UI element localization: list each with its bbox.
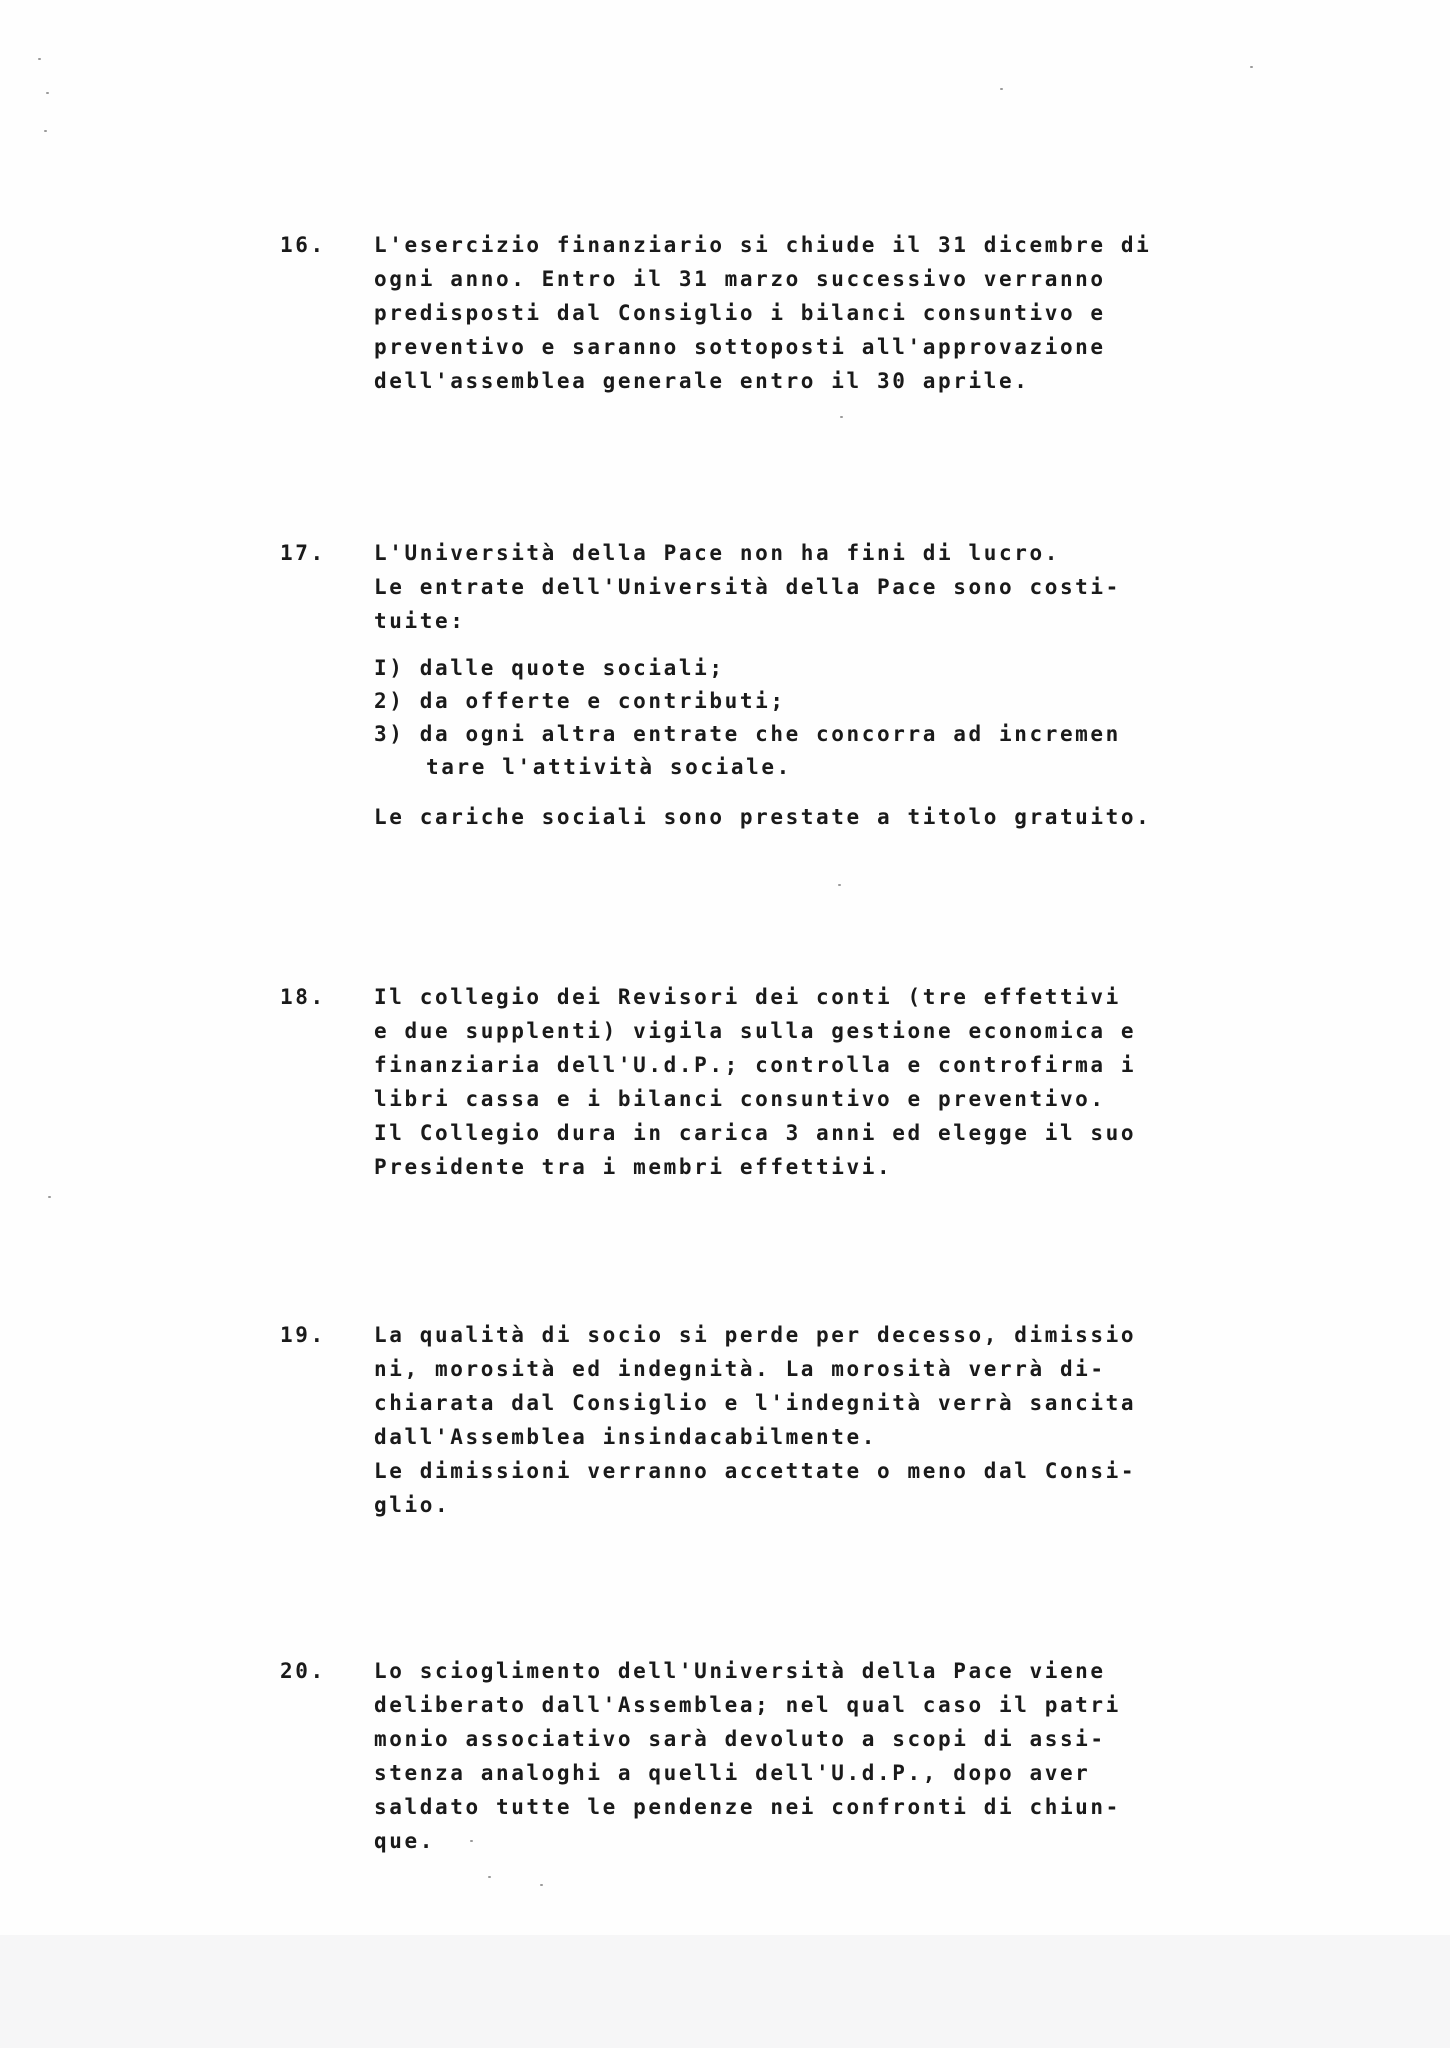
article-text	[374, 1318, 1274, 1522]
scan-speck	[1000, 88, 1003, 90]
scan-speck	[38, 58, 41, 60]
text-line: Le dimissioni verranno accettate o meno dal Consi-	[374, 1459, 1137, 1483]
article-text	[374, 980, 1274, 1184]
text-line: Presidente tra i membri effettivi.	[374, 1155, 893, 1179]
revenue-list	[374, 652, 1274, 784]
scan-speck	[1250, 66, 1253, 68]
article-number: 17.	[280, 541, 326, 565]
text-line: ogni anno. Entro il 31 marzo successivo verranno	[374, 267, 1106, 291]
text-line: Le cariche sociali sono prestate a titolo gratuito.	[374, 805, 1152, 829]
article-number: 16.	[280, 233, 326, 257]
text-line: deliberato dall'Assemblea; nel qual caso il patri	[374, 1693, 1121, 1717]
article-number: 18.	[280, 985, 326, 1009]
text-line: dell'assemblea generale entro il 30 aprile.	[374, 369, 1030, 393]
text-line: L'esercizio finanziario si chiude il 31 dicembre di	[374, 233, 1152, 257]
scan-speck	[46, 92, 49, 94]
text-line: chiarata dal Consiglio e l'indegnità verrà sancita	[374, 1391, 1137, 1415]
scan-speck	[44, 130, 47, 132]
text-line: tuite:	[374, 609, 466, 633]
list-item: 2) da offerte e contributi;	[374, 689, 786, 713]
scan-speck	[488, 1876, 491, 1878]
text-line: monio associativo sarà devoluto a scopi di assi-	[374, 1727, 1106, 1751]
article-text	[374, 1654, 1274, 1858]
list-item-continuation: tare l'attività sociale.	[426, 755, 792, 779]
text-line: saldato tutte le pendenze nei confronti di chiun-	[374, 1795, 1121, 1819]
text-line: ni, morosità ed indegnità. La morosità verrà di-	[374, 1357, 1106, 1381]
article-number: 19.	[280, 1323, 326, 1347]
text-line: glio.	[374, 1493, 451, 1517]
text-line: La qualità di socio si perde per decesso, dimissio	[374, 1323, 1137, 1347]
list-item: I) dalle quote sociali;	[374, 656, 725, 680]
text-line: preventivo e saranno sottoposti all'approvazione	[374, 335, 1106, 359]
scan-speck	[48, 1196, 51, 1198]
article-number: 20.	[280, 1659, 326, 1683]
text-line: Lo scioglimento dell'Università della Pace viene	[374, 1659, 1106, 1683]
text-line: que.	[374, 1829, 435, 1853]
text-line: L'Università della Pace non ha fini di lucro.	[374, 541, 1060, 565]
text-line: e due supplenti) vigila sulla gestione economica e	[374, 1019, 1137, 1043]
scan-speck	[838, 884, 841, 886]
text-line: libri cassa e i bilanci consuntivo e preventivo.	[374, 1087, 1106, 1111]
list-item: 3) da ogni altra entrate che concorra ad incremen	[374, 722, 1121, 746]
article-text	[374, 228, 1274, 398]
text-line: predisposti dal Consiglio i bilanci consuntivo e	[374, 301, 1106, 325]
scan-bottom-edge	[0, 1935, 1450, 2048]
scan-speck	[540, 1884, 543, 1886]
text-line: finanziaria dell'U.d.P.; controlla e controfirma i	[374, 1053, 1137, 1077]
text-line: Le entrate dell'Università della Pace sono costi-	[374, 575, 1121, 599]
text-line: dall'Assemblea insindacabilmente.	[374, 1425, 878, 1449]
article-text	[374, 536, 1274, 834]
text-line: Il Collegio dura in carica 3 anni ed elegge il suo	[374, 1121, 1137, 1145]
scan-speck	[840, 416, 843, 418]
text-line: stenza analoghi a quelli dell'U.d.P., dopo aver	[374, 1761, 1091, 1785]
text-line: Il collegio dei Revisori dei conti (tre effettivi	[374, 985, 1121, 1009]
